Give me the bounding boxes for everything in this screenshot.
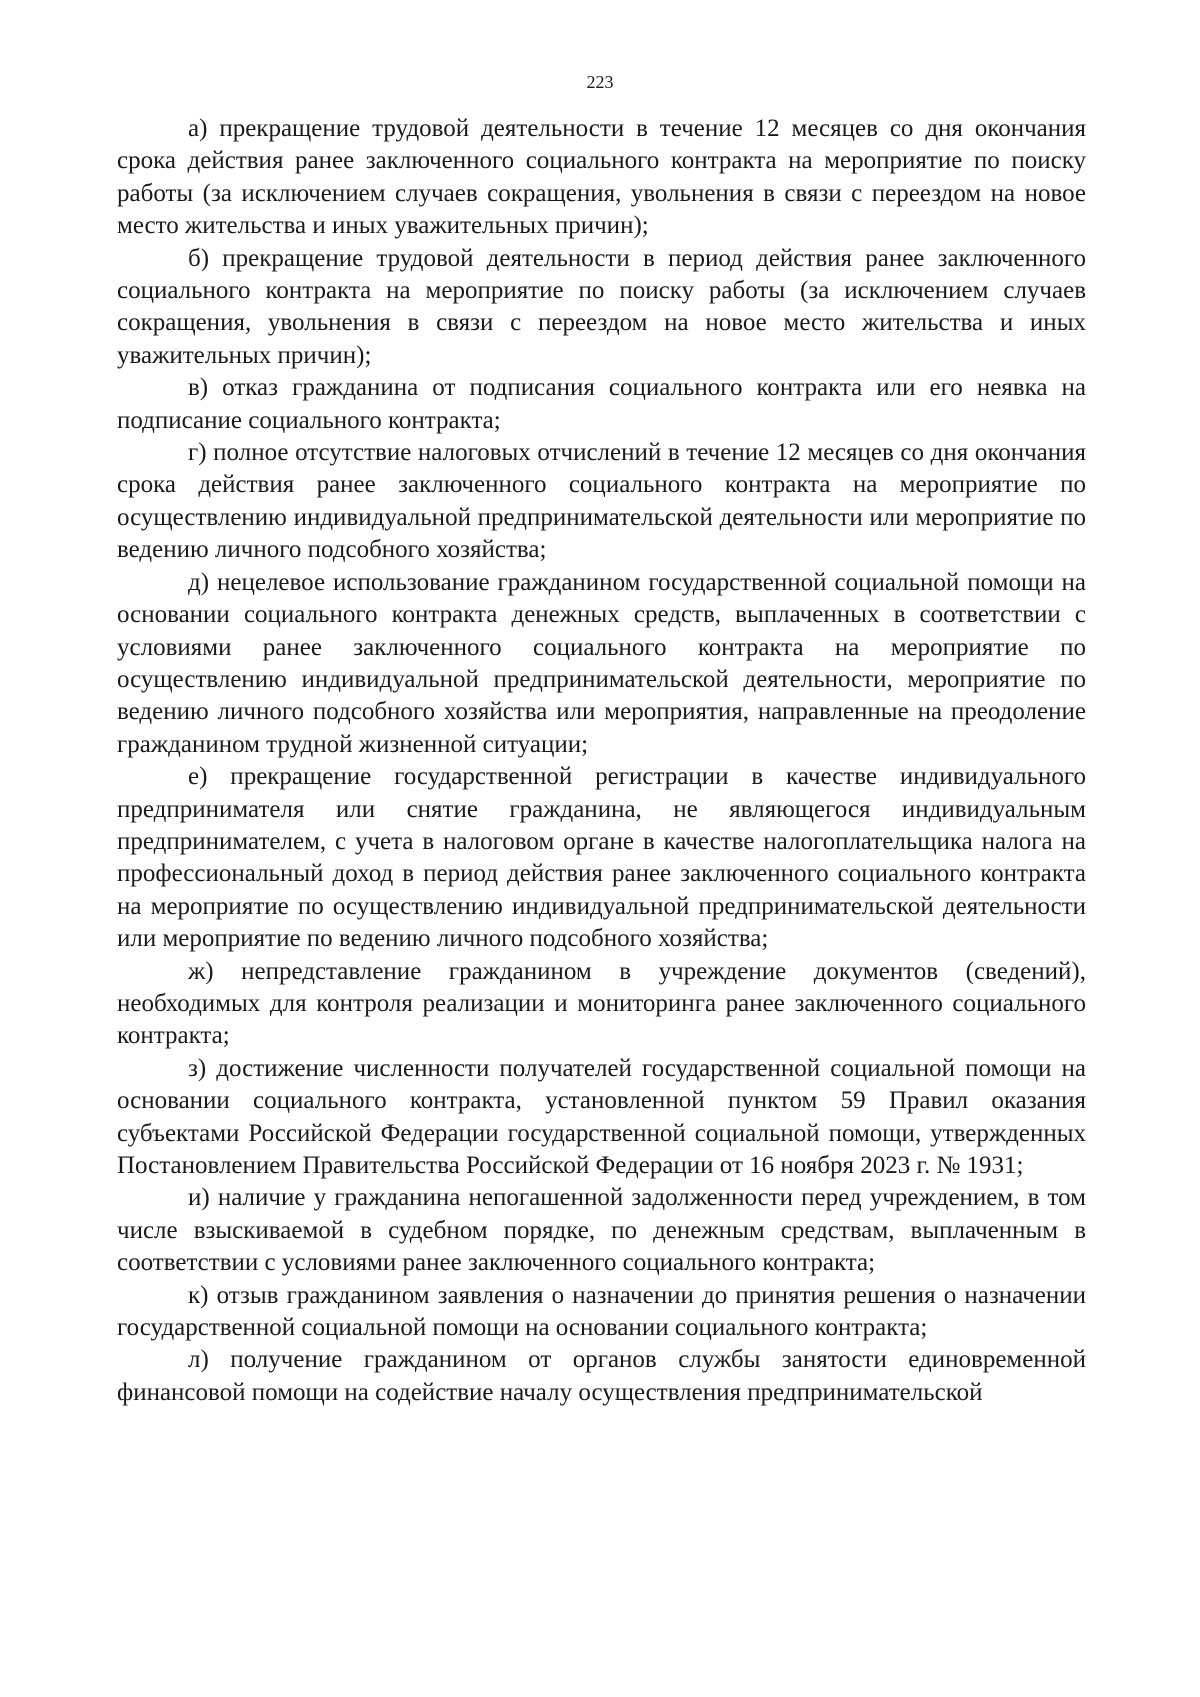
- list-item-z: з) достижение численности получателей государственной социальной помощи на основании социального контракта, установленной пунктом 59 Правил оказания субъектами Российской Федерации государственной социальной помощи, утвержденных Постановлением Правительства Российской Федерации от 16 ноября 2023 г. № 1931;: [117, 1054, 1086, 1179]
- list-item-zh: ж) непредставление гражданином в учреждение документов (сведений), необходимых для контроля реализации и мониторинга ранее заключенного социального контракта;: [117, 957, 1086, 1050]
- page-number: 223: [586, 72, 614, 92]
- list-item-d: д) нецелевое использование гражданином государственной социальной помощи на основании социального контракта денежных средств, выплаченных в соответствии с условиями ранее заключенного социального контракта на мероприятие по осуществлению индивидуальной предпринимательской деятельности, мероприятие по ведению личного подсобного хозяйства или мероприятия, направленные на преодоление гражданином трудной жизненной ситуации;: [117, 568, 1086, 758]
- list-item-l: л) получение гражданином от органов службы занятости единовременной финансовой помощи на содействие началу осуществления предпринимательской: [117, 1346, 1086, 1406]
- list-item-a: а) прекращение трудовой деятельности в течение 12 месяцев со дня окончания срока действия ранее заключенного социального контракта на мероприятие по поиску работы (за исключением случаев сокращения, увольнения в связи с переездом на новое место жительства и иных уважительных причин);: [117, 115, 1086, 240]
- list-item-i: и) наличие у гражданина непогашенной задолженности перед учреждением, в том числе взыскиваемой в судебном порядке, по денежным средствам, выплаченным в соответствии с условиями ранее заключенного социального контракта;: [117, 1184, 1086, 1277]
- list-item-g: г) полное отсутствие налоговых отчислений в течение 12 месяцев со дня окончания срока действия ранее заключенного социального контракта на мероприятие по осуществлению индивидуальной предпринимательской деятельности или мероприятие по ведению личного подсобного хозяйства;: [117, 439, 1086, 564]
- list-item-k: к) отзыв гражданином заявления о назначении до принятия решения о назначении государственной социальной помощи на основании социального контракта;: [117, 1281, 1086, 1342]
- list-item-e: е) прекращение государственной регистрации в качестве индивидуального предпринимателя или снятие гражданина, не являющегося индивидуальным предпринимателем, с учета в налоговом органе в качестве налогоплательщика налога на профессиональный доход в период действия ранее заключенного социального контракта на мероприятие по осуществлению индивидуальной предпринимательской деятельности или мероприятие по ведению личного подсобного хозяйства;: [117, 763, 1086, 953]
- list-item-v: в) отказ гражданина от подписания социального контракта или его неявка на подписание социального контракта;: [117, 374, 1086, 434]
- list-item-b: б) прекращение трудовой деятельности в период действия ранее заключенного социального контракта на мероприятие по поиску работы (за исключением случаев сокращения, увольнения в связи с переездом на новое место жительства и иных уважительных причин);: [117, 244, 1086, 369]
- document-body: [117, 113, 1086, 1409]
